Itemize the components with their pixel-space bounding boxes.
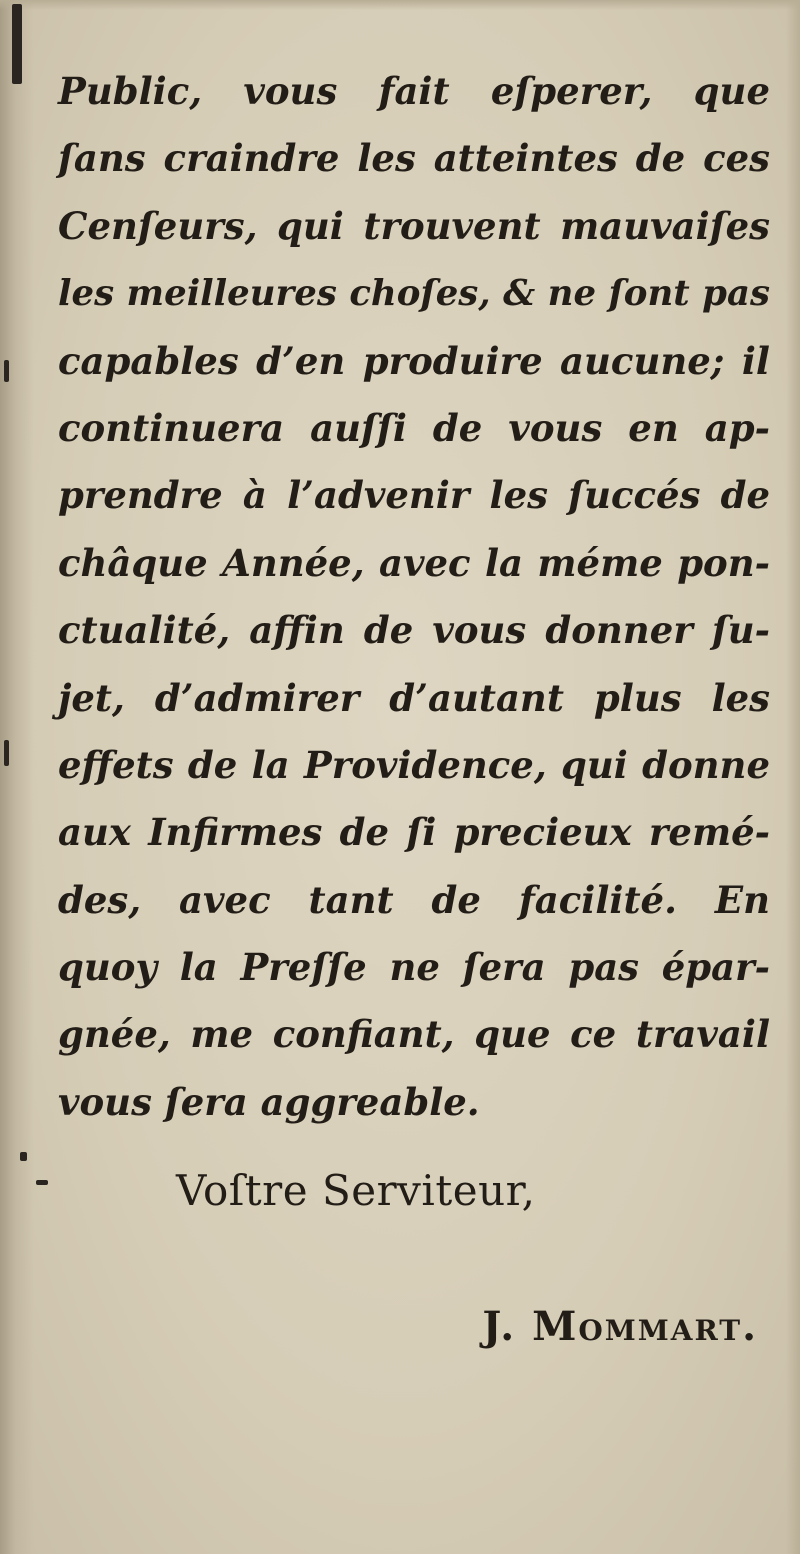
binding-gutter	[0, 0, 34, 1554]
text-line: des, avec tant de facilité. En	[58, 877, 770, 922]
author-signature: J. Mommart.	[482, 1303, 758, 1350]
text-line: jet, d’admirer d’autant plus les	[58, 675, 770, 720]
text-line: Public, vous fait eſperer, que	[58, 69, 770, 113]
text-line: ctualité, affin de vous donner ſu-	[58, 608, 770, 653]
closing-salutation: Voſtre Serviteur,	[176, 1166, 536, 1215]
body-paragraph	[58, 58, 770, 1136]
margin-ink-mark	[20, 1152, 27, 1161]
margin-ink-mark	[4, 360, 9, 382]
text-line: effets de la Providence, qui donne	[58, 742, 770, 787]
text-line: Cenſeurs, qui trouvent mauvaiſes	[58, 203, 770, 248]
text-line: ſans craindre les atteintes de ces	[58, 136, 770, 181]
margin-ink-mark	[4, 740, 9, 766]
text-line: gnée, me confiant, que ce travail	[58, 1012, 770, 1057]
margin-ink-mark	[12, 4, 22, 84]
text-line: capables d’en produire aucune; il	[58, 338, 770, 383]
text-line: vous ſera aggreable.	[58, 1079, 480, 1124]
page-top-edge	[0, 0, 800, 10]
text-line: aux Infirmes de ſi precieux remé-	[58, 810, 770, 855]
text-line: quoy la Preſſe ne ſera pas épar-	[58, 945, 770, 990]
margin-ink-mark	[36, 1180, 48, 1185]
text-line: prendre à l’advenir les ſuccés de	[58, 473, 770, 518]
text-line: les meilleures choſes, & ne ſont pas	[58, 273, 770, 315]
text-line: continuera auſſi de vous en ap-	[58, 405, 770, 450]
text-line: châque Année, avec la méme pon-	[58, 540, 770, 585]
page-right-edge	[786, 0, 800, 1554]
